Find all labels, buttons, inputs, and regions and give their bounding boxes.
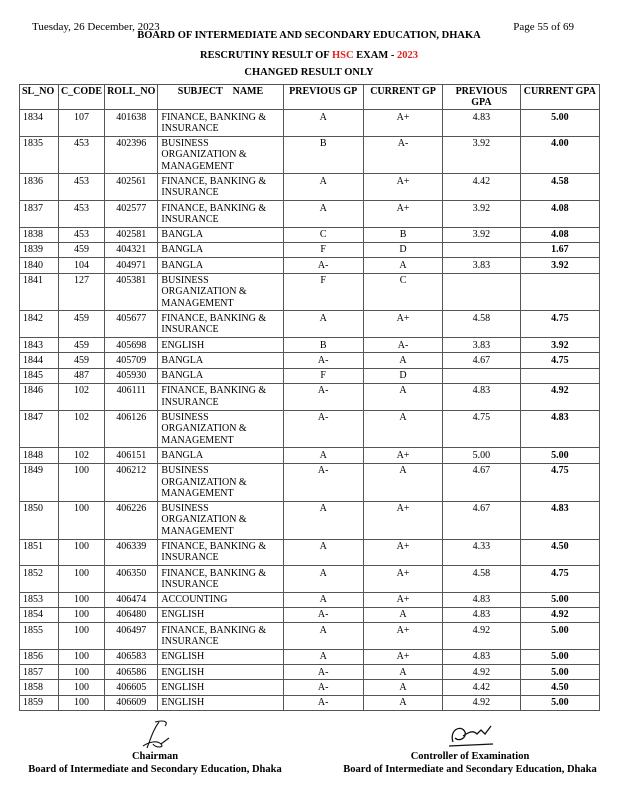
cell-previous-gpa: 4.67: [443, 463, 520, 501]
cell-c-code: 100: [58, 623, 104, 650]
cell-roll-no: 401638: [105, 110, 158, 137]
table-header-row: [20, 85, 600, 110]
cell-previous-gpa: 3.92: [443, 201, 520, 228]
title-mid: EXAM -: [353, 50, 397, 61]
cell-previous-gpa: [443, 368, 520, 383]
cell-subject-name: BUSINESS ORGANIZATION & MANAGEMENT: [158, 410, 283, 448]
cell-previous-gpa: 4.83: [443, 649, 520, 664]
cell-c-code: 453: [58, 227, 104, 242]
cell-previous-gpa: 4.67: [443, 353, 520, 368]
chairman-signature: [0, 718, 310, 754]
cell-c-code: 127: [58, 273, 104, 311]
cell-current-gpa: 4.75: [520, 463, 599, 501]
cell-roll-no: 405381: [105, 273, 158, 311]
cell-previous-gp: B: [283, 136, 363, 174]
cell-subject-name: BUSINESS ORGANIZATION & MANAGEMENT: [158, 463, 283, 501]
cell-previous-gpa: 4.58: [443, 566, 520, 593]
table-row: [20, 501, 600, 539]
controller-org: Board of Intermediate and Secondary Education, Dhaka: [343, 764, 597, 775]
cell-subject-name: BANGLA: [158, 242, 283, 257]
cell-subject-name: FINANCE, BANKING & INSURANCE: [158, 623, 283, 650]
cell-subject-name: ENGLISH: [158, 607, 283, 622]
cell-previous-gp: A-: [283, 680, 363, 695]
col-roll-no: ROLL_NO: [105, 85, 158, 110]
cell-current-gpa: 4.75: [520, 311, 599, 338]
cell-previous-gp: A: [283, 448, 363, 463]
page-number: Page 55 of 69: [513, 21, 574, 33]
table-row: [20, 695, 600, 710]
cell-sl-no: 1858: [20, 680, 59, 695]
cell-c-code: 453: [58, 136, 104, 174]
table-row: [20, 463, 600, 501]
cell-current-gp: A: [363, 410, 442, 448]
table-row: [20, 649, 600, 664]
cell-current-gpa: 5.00: [520, 665, 599, 680]
cell-roll-no: 406497: [105, 623, 158, 650]
cell-roll-no: 406480: [105, 607, 158, 622]
cell-previous-gpa: 4.92: [443, 623, 520, 650]
cell-current-gpa: 4.50: [520, 539, 599, 566]
cell-c-code: 102: [58, 410, 104, 448]
controller-title: Controller of Examination: [410, 751, 530, 762]
cell-previous-gp: A-: [283, 665, 363, 680]
cell-subject-name: BUSINESS ORGANIZATION & MANAGEMENT: [158, 273, 283, 311]
col-subject-name: SUBJECT NAME: [158, 85, 283, 110]
cell-subject-name: BANGLA: [158, 227, 283, 242]
cell-current-gpa: 5.00: [520, 695, 599, 710]
cell-previous-gpa: 4.33: [443, 539, 520, 566]
cell-previous-gp: A-: [283, 463, 363, 501]
cell-previous-gp: A-: [283, 695, 363, 710]
cell-current-gpa: 4.00: [520, 136, 599, 174]
cell-current-gpa: 1.67: [520, 242, 599, 257]
cell-c-code: 104: [58, 258, 104, 273]
cell-current-gpa: 3.92: [520, 258, 599, 273]
table-row: [20, 680, 600, 695]
cell-previous-gpa: 5.00: [443, 448, 520, 463]
table-row: [20, 201, 600, 228]
exam-name: HSC: [331, 50, 354, 61]
cell-subject-name: BANGLA: [158, 368, 283, 383]
cell-c-code: 102: [58, 448, 104, 463]
cell-c-code: 100: [58, 501, 104, 539]
cell-current-gp: A: [363, 665, 442, 680]
cell-sl-no: 1848: [20, 448, 59, 463]
cell-subject-name: ENGLISH: [158, 338, 283, 353]
table-row: [20, 665, 600, 680]
cell-sl-no: 1851: [20, 539, 59, 566]
cell-c-code: 459: [58, 353, 104, 368]
cell-roll-no: 405677: [105, 311, 158, 338]
cell-current-gpa: 4.08: [520, 227, 599, 242]
cell-current-gp: A+: [363, 539, 442, 566]
cell-subject-name: BANGLA: [158, 448, 283, 463]
cell-current-gp: C: [363, 273, 442, 311]
cell-previous-gpa: 4.75: [443, 410, 520, 448]
cell-previous-gp: A-: [283, 383, 363, 410]
cell-current-gpa: 3.92: [520, 338, 599, 353]
title-prefix: RESCRUTINY RESULT OF: [199, 50, 332, 61]
cell-sl-no: 1856: [20, 649, 59, 664]
table-row: [20, 174, 600, 201]
cell-subject-name: BANGLA: [158, 353, 283, 368]
cell-subject-name: BUSINESS ORGANIZATION & MANAGEMENT: [158, 501, 283, 539]
cell-previous-gp: A: [283, 592, 363, 607]
cell-c-code: 100: [58, 680, 104, 695]
table-row: [20, 353, 600, 368]
cell-sl-no: 1835: [20, 136, 59, 174]
cell-c-code: 100: [58, 539, 104, 566]
cell-previous-gpa: [443, 273, 520, 311]
cell-subject-name: FINANCE, BANKING & INSURANCE: [158, 311, 283, 338]
cell-previous-gp: F: [283, 368, 363, 383]
cell-roll-no: 404321: [105, 242, 158, 257]
cell-current-gp: D: [363, 368, 442, 383]
cell-subject-name: FINANCE, BANKING & INSURANCE: [158, 201, 283, 228]
cell-sl-no: 1855: [20, 623, 59, 650]
cell-current-gp: A: [363, 353, 442, 368]
cell-roll-no: 402581: [105, 227, 158, 242]
cell-current-gpa: [520, 368, 599, 383]
cell-roll-no: 406605: [105, 680, 158, 695]
cell-previous-gpa: 4.67: [443, 501, 520, 539]
cell-previous-gpa: 3.83: [443, 258, 520, 273]
cell-subject-name: FINANCE, BANKING & INSURANCE: [158, 174, 283, 201]
cell-roll-no: 406609: [105, 695, 158, 710]
cell-c-code: 453: [58, 201, 104, 228]
cell-roll-no: 402577: [105, 201, 158, 228]
chairman-block: [0, 750, 310, 776]
cell-c-code: 487: [58, 368, 104, 383]
cell-current-gp: A-: [363, 136, 442, 174]
cell-sl-no: 1850: [20, 501, 59, 539]
cell-previous-gp: A-: [283, 410, 363, 448]
table-row: [20, 539, 600, 566]
cell-current-gp: A: [363, 258, 442, 273]
col-current-gp: CURRENT GP: [363, 85, 442, 110]
cell-sl-no: 1853: [20, 592, 59, 607]
col-current-gpa: CURRENT GPA: [520, 85, 599, 110]
cell-subject-name: ENGLISH: [158, 680, 283, 695]
cell-sl-no: 1859: [20, 695, 59, 710]
cell-current-gp: A-: [363, 338, 442, 353]
cell-previous-gp: A: [283, 501, 363, 539]
cell-roll-no: 406151: [105, 448, 158, 463]
cell-previous-gp: F: [283, 242, 363, 257]
cell-c-code: 100: [58, 566, 104, 593]
board-name: BOARD OF INTERMEDIATE AND SECONDARY EDUCATION, DHAKA: [137, 30, 481, 41]
cell-current-gp: A+: [363, 566, 442, 593]
col-previous-gpa: PREVIOUS GPA: [443, 85, 520, 110]
cell-roll-no: 406339: [105, 539, 158, 566]
cell-sl-no: 1834: [20, 110, 59, 137]
cell-previous-gpa: 4.83: [443, 383, 520, 410]
table-row: [20, 242, 600, 257]
cell-previous-gp: A-: [283, 258, 363, 273]
cell-c-code: 459: [58, 242, 104, 257]
cell-previous-gpa: 3.92: [443, 227, 520, 242]
cell-previous-gp: A-: [283, 607, 363, 622]
cell-subject-name: ENGLISH: [158, 649, 283, 664]
cell-c-code: 453: [58, 174, 104, 201]
cell-sl-no: 1846: [20, 383, 59, 410]
cell-sl-no: 1843: [20, 338, 59, 353]
cell-sl-no: 1845: [20, 368, 59, 383]
cell-c-code: 102: [58, 383, 104, 410]
cell-current-gp: A+: [363, 649, 442, 664]
chairman-title: Chairman: [131, 751, 179, 762]
cell-previous-gpa: [443, 242, 520, 257]
table-row: [20, 311, 600, 338]
cell-c-code: 100: [58, 463, 104, 501]
cell-roll-no: 406111: [105, 383, 158, 410]
print-date: Tuesday, 26 December, 2023: [32, 21, 160, 33]
controller-signature: [330, 718, 610, 754]
cell-current-gp: A: [363, 383, 442, 410]
cell-current-gpa: 5.00: [520, 649, 599, 664]
table-body: [20, 110, 600, 711]
table-row: [20, 258, 600, 273]
cell-current-gp: D: [363, 242, 442, 257]
cell-current-gpa: 4.50: [520, 680, 599, 695]
cell-current-gpa: 4.75: [520, 566, 599, 593]
cell-subject-name: FINANCE, BANKING & INSURANCE: [158, 566, 283, 593]
table-row: [20, 136, 600, 174]
table-row: [20, 227, 600, 242]
cell-previous-gp: A: [283, 566, 363, 593]
cell-current-gpa: 5.00: [520, 592, 599, 607]
cell-sl-no: 1842: [20, 311, 59, 338]
cell-current-gpa: [520, 273, 599, 311]
cell-current-gpa: 4.83: [520, 410, 599, 448]
cell-current-gpa: 4.92: [520, 383, 599, 410]
cell-roll-no: 406583: [105, 649, 158, 664]
cell-current-gpa: 4.83: [520, 501, 599, 539]
cell-sl-no: 1844: [20, 353, 59, 368]
cell-previous-gpa: 4.92: [443, 665, 520, 680]
cell-current-gp: A+: [363, 110, 442, 137]
cell-previous-gp: A: [283, 539, 363, 566]
cell-previous-gpa: 3.92: [443, 136, 520, 174]
cell-subject-name: FINANCE, BANKING & INSURANCE: [158, 383, 283, 410]
cell-roll-no: 406212: [105, 463, 158, 501]
cell-previous-gp: A: [283, 110, 363, 137]
cell-roll-no: 406226: [105, 501, 158, 539]
cell-previous-gpa: 4.42: [443, 680, 520, 695]
cell-previous-gpa: 4.83: [443, 607, 520, 622]
cell-current-gp: B: [363, 227, 442, 242]
cell-roll-no: 405930: [105, 368, 158, 383]
cell-c-code: 100: [58, 592, 104, 607]
cell-current-gp: A+: [363, 592, 442, 607]
cell-current-gp: A+: [363, 623, 442, 650]
col-previous-gp: PREVIOUS GP: [283, 85, 363, 110]
cell-roll-no: 406474: [105, 592, 158, 607]
cell-previous-gp: A: [283, 649, 363, 664]
cell-previous-gp: A: [283, 623, 363, 650]
cell-previous-gpa: 4.42: [443, 174, 520, 201]
cell-previous-gpa: 4.92: [443, 695, 520, 710]
cell-sl-no: 1836: [20, 174, 59, 201]
table-row: [20, 623, 600, 650]
cell-subject-name: ENGLISH: [158, 695, 283, 710]
cell-previous-gp: A: [283, 311, 363, 338]
cell-c-code: 107: [58, 110, 104, 137]
cell-subject-name: FINANCE, BANKING & INSURANCE: [158, 110, 283, 137]
cell-c-code: 459: [58, 338, 104, 353]
cell-c-code: 100: [58, 665, 104, 680]
cell-sl-no: 1854: [20, 607, 59, 622]
cell-current-gp: A: [363, 607, 442, 622]
table-row: [20, 368, 600, 383]
cell-roll-no: 402561: [105, 174, 158, 201]
cell-current-gp: A: [363, 695, 442, 710]
cell-current-gpa: 4.92: [520, 607, 599, 622]
cell-current-gpa: 4.75: [520, 353, 599, 368]
table-row: [20, 383, 600, 410]
cell-sl-no: 1838: [20, 227, 59, 242]
cell-previous-gpa: 4.83: [443, 592, 520, 607]
cell-previous-gp: C: [283, 227, 363, 242]
table-row: [20, 607, 600, 622]
cell-current-gpa: 5.00: [520, 110, 599, 137]
cell-roll-no: 406350: [105, 566, 158, 593]
controller-block: [330, 750, 610, 776]
cell-sl-no: 1847: [20, 410, 59, 448]
cell-subject-name: ENGLISH: [158, 665, 283, 680]
cell-c-code: 100: [58, 695, 104, 710]
table-row: [20, 410, 600, 448]
cell-sl-no: 1839: [20, 242, 59, 257]
cell-previous-gpa: 4.83: [443, 110, 520, 137]
controller-signature-icon: [435, 718, 505, 752]
cell-current-gp: A: [363, 680, 442, 695]
cell-sl-no: 1840: [20, 258, 59, 273]
cell-roll-no: 404971: [105, 258, 158, 273]
cell-subject-name: FINANCE, BANKING & INSURANCE: [158, 539, 283, 566]
cell-roll-no: 405709: [105, 353, 158, 368]
cell-subject-name: BANGLA: [158, 258, 283, 273]
cell-current-gpa: 5.00: [520, 448, 599, 463]
cell-previous-gpa: 3.83: [443, 338, 520, 353]
cell-roll-no: 406126: [105, 410, 158, 448]
cell-sl-no: 1849: [20, 463, 59, 501]
col-sl-no: SL_NO: [20, 85, 59, 110]
col-c-code: C_CODE: [58, 85, 104, 110]
cell-subject-name: ACCOUNTING: [158, 592, 283, 607]
cell-sl-no: 1852: [20, 566, 59, 593]
exam-year: 2023: [397, 50, 418, 61]
cell-sl-no: 1857: [20, 665, 59, 680]
cell-sl-no: 1841: [20, 273, 59, 311]
table-row: [20, 566, 600, 593]
cell-c-code: 100: [58, 607, 104, 622]
cell-previous-gp: A: [283, 174, 363, 201]
cell-current-gp: A+: [363, 201, 442, 228]
cell-current-gpa: 4.08: [520, 201, 599, 228]
cell-previous-gp: B: [283, 338, 363, 353]
cell-roll-no: 406586: [105, 665, 158, 680]
table-row: [20, 448, 600, 463]
chairman-org: Board of Intermediate and Secondary Education, Dhaka: [28, 764, 282, 775]
cell-roll-no: 405698: [105, 338, 158, 353]
table-row: [20, 338, 600, 353]
cell-current-gp: A+: [363, 501, 442, 539]
cell-subject-name: BUSINESS ORGANIZATION & MANAGEMENT: [158, 136, 283, 174]
chairman-signature-icon: [125, 718, 185, 752]
cell-previous-gp: F: [283, 273, 363, 311]
result-title: [0, 50, 618, 61]
cell-previous-gpa: 4.58: [443, 311, 520, 338]
cell-c-code: 459: [58, 311, 104, 338]
table-row: [20, 592, 600, 607]
cell-previous-gp: A-: [283, 353, 363, 368]
result-table: [19, 84, 600, 711]
cell-sl-no: 1837: [20, 201, 59, 228]
cell-roll-no: 402396: [105, 136, 158, 174]
cell-current-gp: A: [363, 463, 442, 501]
cell-current-gp: A+: [363, 448, 442, 463]
result-subtitle: CHANGED RESULT ONLY: [244, 67, 374, 78]
cell-previous-gp: A: [283, 201, 363, 228]
cell-current-gpa: 4.58: [520, 174, 599, 201]
cell-current-gp: A+: [363, 174, 442, 201]
cell-current-gpa: 5.00: [520, 623, 599, 650]
table-row: [20, 110, 600, 137]
cell-c-code: 100: [58, 649, 104, 664]
table-row: [20, 273, 600, 311]
cell-current-gp: A+: [363, 311, 442, 338]
